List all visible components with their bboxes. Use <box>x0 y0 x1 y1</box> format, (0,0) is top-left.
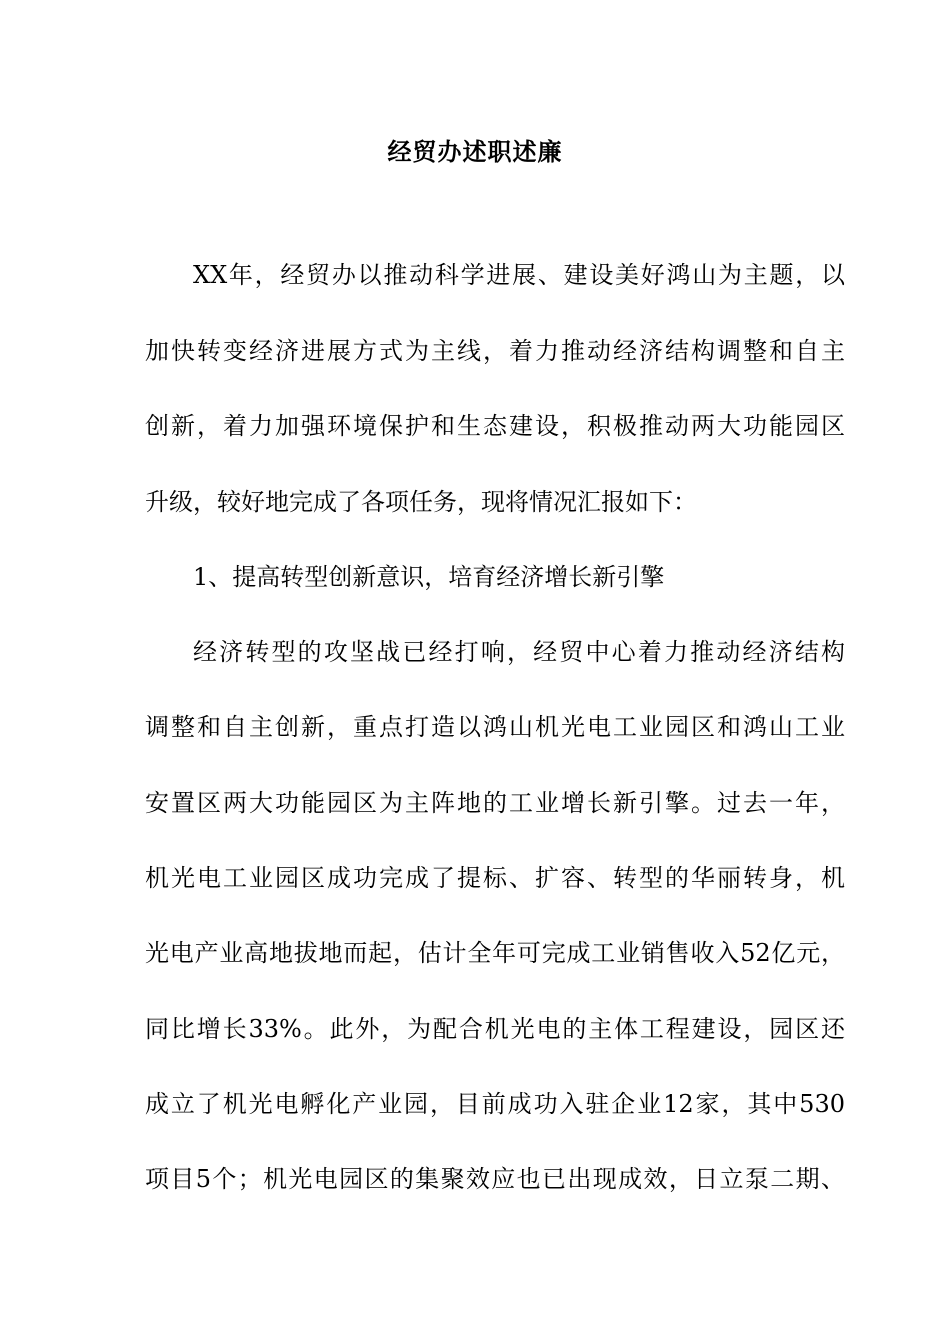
paragraph-line: 调整和自主创新，重点打造以鸿山机光电工业园区和鸿山工业 <box>145 713 845 741</box>
paragraph-line: 升级，较好地完成了各项任务，现将情况汇报如下： <box>145 488 697 516</box>
paragraph-line: 机光电工业园区成功完成了提标、扩容、转型的华丽转身，机 <box>145 864 845 892</box>
paragraph-line: XX年，经贸办以推动科学进展、建设美好鸿山为主题，以 <box>193 261 845 289</box>
paragraph-line: 成立了机光电孵化产业园，目前成功入驻企业12家，其中530 <box>145 1090 845 1118</box>
document-title: 经贸办述职述廉 <box>387 137 563 166</box>
paragraph-line: 项目5个；机光电园区的集聚效应也已出现成效，日立泵二期、 <box>145 1165 845 1193</box>
paragraph-line: 经济转型的攻坚战已经打响，经贸中心着力推动经济结构 <box>193 638 845 666</box>
paragraph-line: 光电产业高地拔地而起，估计全年可完成工业销售收入52亿元， <box>145 939 845 967</box>
paragraph-line: 创新，着力加强环境保护和生态建设，积极推动两大功能园区 <box>145 412 845 440</box>
section-heading: 1、提高转型创新意识，培育经济增长新引擎 <box>193 563 665 591</box>
paragraph-line: 同比增长33%。此外，为配合机光电的主体工程建设，园区还 <box>145 1015 845 1043</box>
paragraph-line: 加快转变经济进展方式为主线，着力推动经济结构调整和自主 <box>145 337 845 365</box>
paragraph-line: 安置区两大功能园区为主阵地的工业增长新引擎。过去一年， <box>145 789 845 817</box>
